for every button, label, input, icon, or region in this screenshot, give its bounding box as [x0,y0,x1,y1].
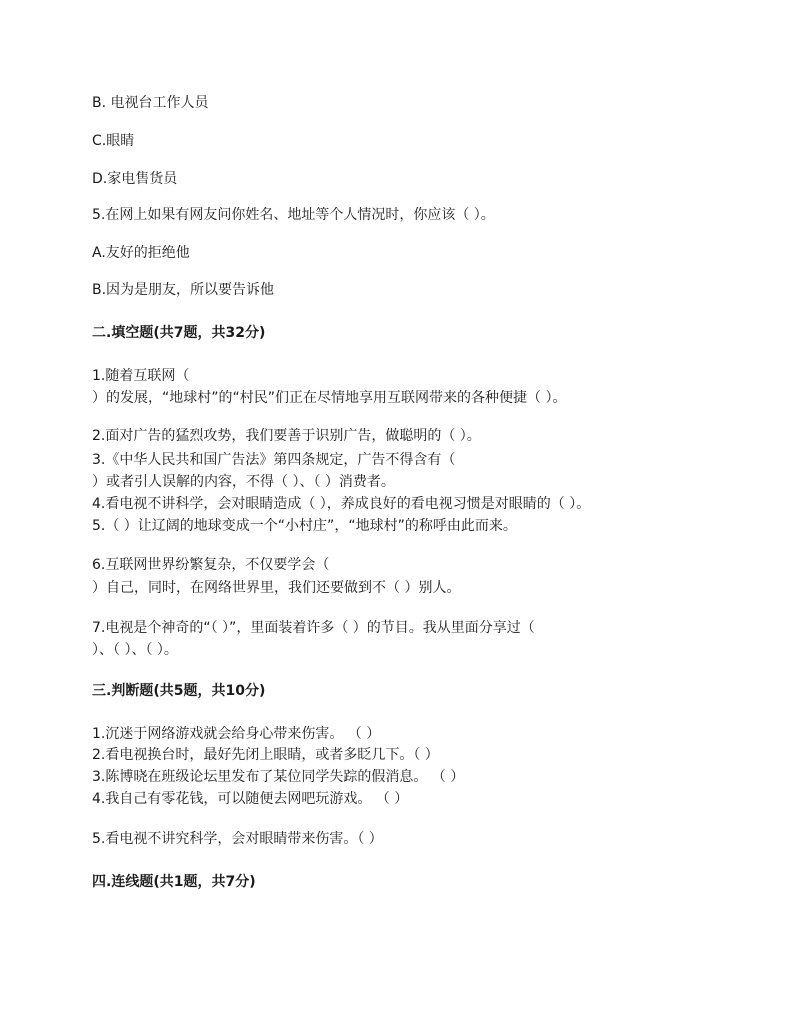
fill-q7-line2: ）、（ ）、（ ）。 [92,642,178,658]
q4-option-d: D.家电售货员 [92,171,178,187]
section-two-heading: 二.填空题(共7题，共32分) [92,325,266,341]
q5-option-a: A.友好的拒绝他 [92,245,190,261]
q4-option-c: C.眼睛 [92,133,135,149]
fill-q6-line2: ）自己，同时，在网络世界里，我们还要做到不（ ）别人。 [92,580,461,596]
fill-q6-line1: 6.互联网世界纷繁复杂，不仅要学会（ [92,557,330,573]
judge-q1: 1.沉迷于网络游戏就会给身心带来伤害。 （ ） [92,726,381,742]
q5-stem: 5.在网上如果有网友问你姓名、地址等个人情况时，你应该（ ）。 [92,207,495,223]
judge-q4: 4.我自己有零花钱，可以随便去网吧玩游戏。 （ ） [92,791,409,807]
fill-q1-line2: ）的发展，“地球村”的“村民”们正在尽情地享用互联网带来的各种便捷（ ）。 [92,390,567,406]
fill-q1-line1: 1.随着互联网（ [92,368,190,384]
q5-option-b: B.因为是朋友，所以要告诉他 [92,282,275,298]
judge-q2: 2.看电视换台时，最好先闭上眼睛，或者多眨几下。（ ） [92,747,439,763]
q4-option-b: B. 电视台工作人员 [92,95,209,111]
judge-q5: 5.看电视不讲究科学，会对眼睛带来伤害。（ ） [92,831,383,847]
fill-q3-line1: 3.《中华人民共和国广告法》第四条规定，广告不得含有（ [92,452,456,468]
fill-q3-line2: ）或者引人误解的内容，不得（ ）、（ ）消费者。 [92,474,395,490]
section-four-heading: 四.连线题(共1题，共7分) [92,874,256,890]
section-three-heading: 三.判断题(共5题，共10分) [92,683,266,699]
judge-q3: 3.陈博晓在班级论坛里发布了某位同学失踪的假消息。 （ ） [92,769,465,785]
fill-q2: 2.面对广告的猛烈攻势，我们要善于识别广告，做聪明的（ ）。 [92,428,481,444]
fill-q4: 4.看电视不讲科学，会对眼睛造成（ ），养成良好的看电视习惯是对眼睛的（ ）。 [92,496,591,512]
fill-q7-line1: 7.电视是个神奇的“（ ）”，里面装着许多（ ）的节目。我从里面分享过（ [92,620,535,636]
fill-q5: 5.（ ）让辽阔的地球变成一个“小村庄”，“地球村”的称呼由此而来。 [92,518,517,534]
